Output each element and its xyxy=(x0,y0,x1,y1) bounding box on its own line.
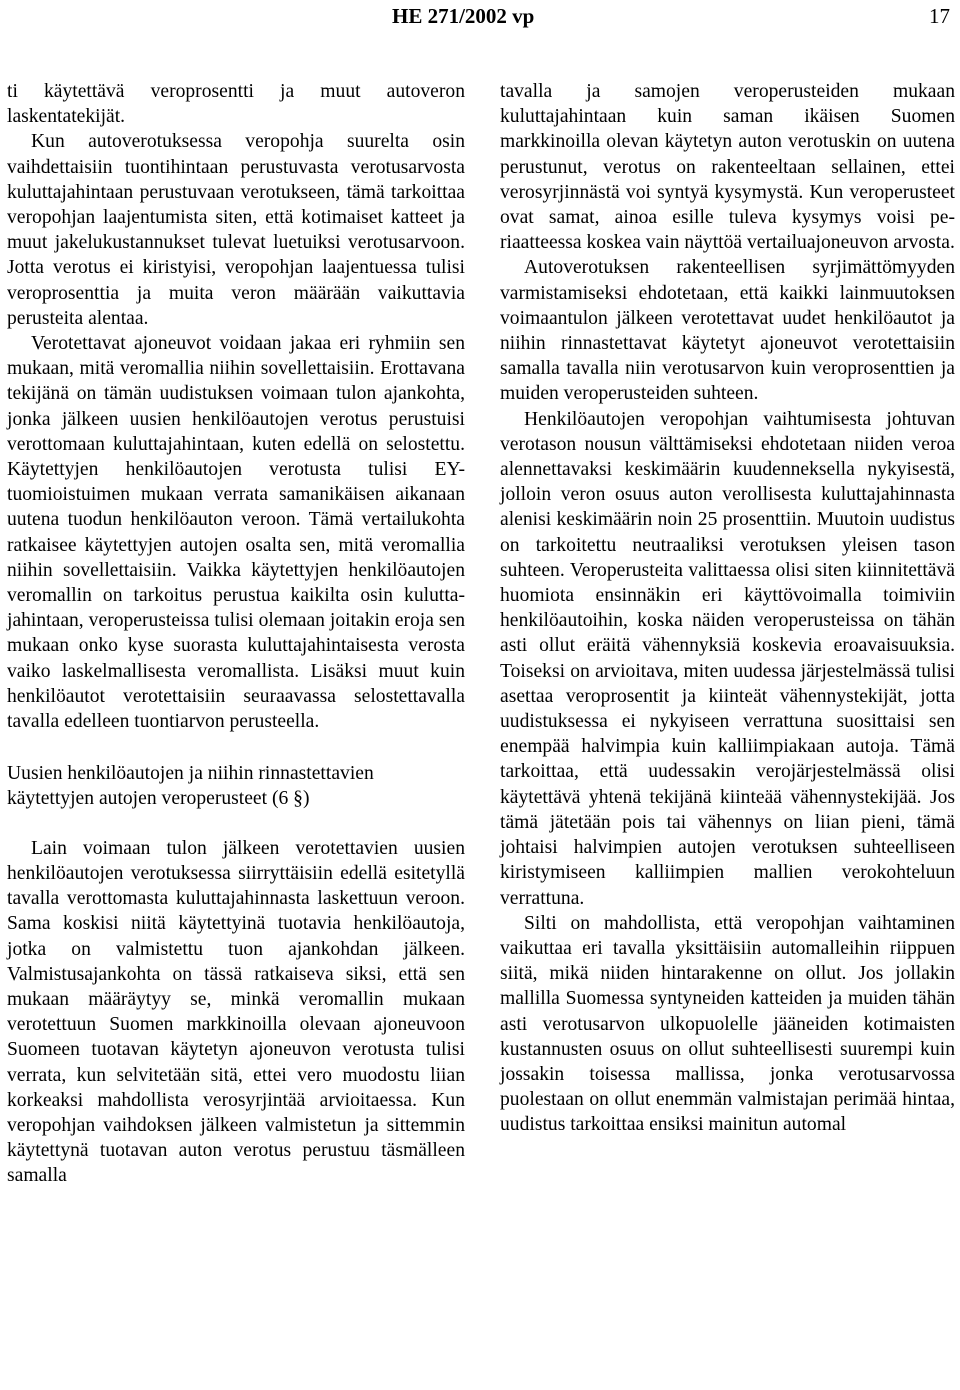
section-heading: Uusien henkilöautojen ja niihin rinnastettavien käytettyjen autojen veroperusteet (6 §) xyxy=(7,763,374,810)
paragraph: Henkilöautojen veropohjan vaihtumisesta johtuvan verotason nousun välttämiseksi ehdotetaan niiden veroa alennettavaksi keskimäärin kuudenneksella nykyisestä, jolloin veron osuus auton verollisesta kuluttajahinnasta alenisi keskimäärin noin 25 prosenttiin. Muutoin uudistus on tarkoitettu neutraaliksi verotuksen yleisen tason suhteen. Veroperusteita valittaessa olisi siten kiinnitettävä huomiota ensinnäkin eri käyttövoimalla toimiviin henkilöautoihin, koska näiden veroperusteissa on tähän asti ollut eräitä vähennyksiä koskevia eroavaisuuksia. Toiseksi on arvioitava, miten uudessa järjestelmässä tulisi asettaa veroprosentit ja kiinteät vähennystekijät, jotta uudistuksessa ei nykyiseen verrattuna suosittaisi sen enempää halvimpia kuin kalliimpiakaan autoja. Tämä tarkoittaa, että uudessakin verojärjestelmässä olisi käytettävä yhtenä tekijänä kiinteää vähennystekijää. Jos tämä jätetään pois tai vähennys on liian pieni, tämä johtaisi halvimpien autojen verotuksen suhteelliseen kiristymiseen kalliimpien mallien verokohteluun verrattuna. xyxy=(500,408,955,909)
document-id: HE 271/2002 vp xyxy=(392,4,535,28)
paragraph: tavalla ja samojen veroperusteiden mukaan kuluttajahintaan kuin saman ikäisen Suomen markkinoilla olevan käytetyn auton verotuskin on uutena perustunut, verotus on rakenteeltaan sellainen, ettei verosyrjinnästä voi syntyä kysymystä. Kun veroperusteet ovat samat, ainoa esille tuleva kysymys voisi periaatteessa koskea vain näyttöä vertailuajoneuvon arvosta. xyxy=(500,81,955,254)
paragraph: ti käytettävä veroprosentti ja muut autoveron laskentatekijät. xyxy=(7,81,465,128)
paragraph: Verotettavat ajoneuvot voidaan jakaa eri ryhmiin sen mukaan, mitä veromallia niihin sovellettaisiin. Erottavana tekijänä on tämän uudistuksen voimaan tulon ajankohta, jonka jälkeen uusien henkilöautojen verotus perustuisi verottomaan kuluttajahintaan, kuten edellä on selostettu. Käytettyjen henkilöautojen verotusta tulisi EY-tuomioistuimen mukaan verrata samanikäisen aikanaan uutena tuodun henkilöauton veroon. Tämä vertailukohta ratkaisee käytettyjen autojen osalta sen, mitä veromallia niihin sovellettaisiin. Vaikka käytettyjen henkilöautojen veromallin on tarkoitus perustua kaikilta osin kuluttajahintaan, veroperusteissa tulisi olemaan joitakin eroja sen mukaan onko kyse suorasta kuluttajahintaisesta verosta vaiko laskelmallisesta veromallista. Lisäksi muut kuin henkilöautot verotettaisiin seuraavassa selostettavalla tavalla edelleen tuontiarvon perusteella. xyxy=(7,333,465,733)
page-number: 17 xyxy=(929,4,950,28)
paragraph: Autoverotuksen rakenteellisen syrjimättömyyden varmistamiseksi ehdotetaan, että kaikki lainmuutoksen voimaantulon jälkeen verotettavat uudet henkilöautot ja niihin rinnastettavat käytetyt ajoneuvot verotettaisiin samalla tavalla niin verotusarvon kuin veroprosenttien ja muiden veroperusteiden suhteen. xyxy=(500,257,955,405)
right-column xyxy=(500,79,955,1138)
left-column xyxy=(7,79,465,1189)
page-header xyxy=(0,4,960,30)
paragraph: Kun autoverotuksessa veropohja suurelta osin vaihdettaisiin tuontihintaan perustuvasta verotusarvosta kuluttajahintaan perustuvaan verotukseen, tämä tarkoittaa veropohjan laajentumista siten, että kotimaiset katteet ja muut jakelukustannukset tulevat luetuiksi verotusarvoon. Jotta verotus ei kiristyisi, veropohjan laajentuessa tulisi veroprosenttia ja muita veron määrään vaikuttavia perusteita alentaa. xyxy=(7,131,465,329)
paragraph: Silti on mahdollista, että veropohjan vaihtaminen vaikuttaa eri tavalla yksittäisiin automalleihin riippuen siitä, mikä niiden hintarakenne on ollut. Jos jollakin mallilla Suomessa syntyneiden katteiden ja muiden tähän asti verotusarvon ulkopuolelle jääneiden kotimaisten kustannusten osuus on ollut suhteellisesti suurempi kuin jossakin toisessa mallissa, jonka verotusarvossa puolestaan on ollut enemmän valmistajan perimää hintaa, uudistus tarkoittaa ensiksi mainitun automal xyxy=(500,912,955,1136)
paragraph: Lain voimaan tulon jälkeen verotettavien uusien henkilöautojen verotuksessa siirryttäisiin edellä esitetyllä tavalla verottomasta kuluttajahinnasta laskettuun veroon. Sama koskisi niitä käytettyinä tuotavia henkilöautoja, jotka on valmistettu tuon ajankohdan jälkeen. Valmistusajankohta on tässä ratkaiseva siksi, että sen mukaan määräytyy se, minkä veromallin mukaan verotettuun Suomen markkinoilla olevaan ajoneuvoon Suomeen tuotavan käytetyn ajoneuvon verotusta tulisi verrata, kun selvitetään sitä, ettei vero muodostu liian korkeaksi mahdollista verosyrjintää arvioitaessa. Kun veropohjan vaihdoksen jälkeen valmistetun ja sittemmin käytettynä tuotavan auton verotus perustuu täsmälleen samalla xyxy=(7,837,465,1187)
